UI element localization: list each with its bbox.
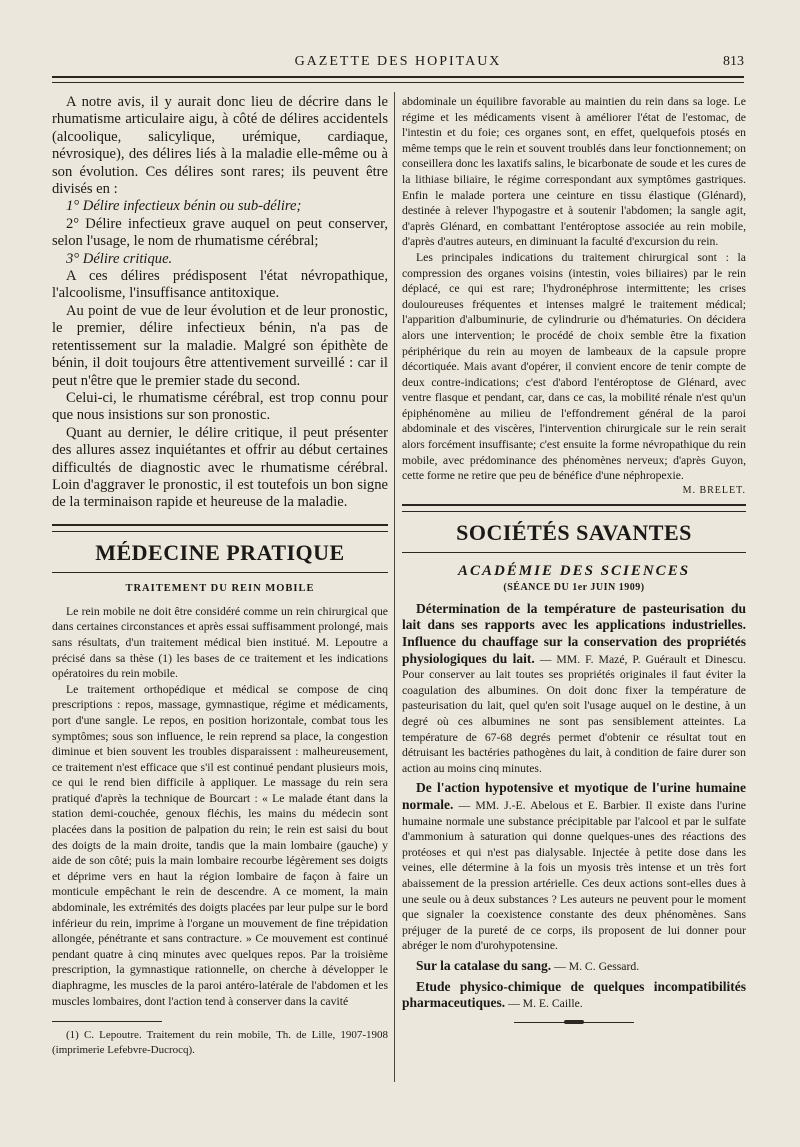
paragraph: Quant au dernier, le délire critique, il peut présenter des allures assez inquiétantes et offrir au début certaines difficultés de diagnostic avec le rhumatisme cérébral. Loin d'aggraver le pronostic, il est toutefois un bon signe de la terminaison rapide et heureuse de la maladie.	[52, 424, 388, 511]
report-body: — M. C. Gessard.	[551, 959, 640, 973]
list-item: 3° Délire critique.	[66, 250, 173, 267]
paragraph: Le rein mobile ne doit être considéré comme un rein chirurgical que dans certaines circonstances et après essai suffisamment prolongé, mais sans résultats, d'un traitement médical bien institué. M. Lepoutre a précisé dans sa thèse (1) les bases de ce traitement et les indications opératoires du rein mobile.	[52, 604, 388, 681]
article-subhead: TRAITEMENT DU REIN MOBILE	[125, 582, 315, 594]
paragraph: Au point de vue de leur évolution et de leur pronostic, le premier, délire infectieux bénin, n'a pas de retentissement sur la maladie. Malgré son épithète de bénin, il doit toujours être attentivement surveillé : car il peut n'être que le premier stade du second.	[52, 302, 388, 389]
report-title: De l'action hypotensive et myotique de l'urine humaine normale.	[402, 780, 746, 812]
column-separator	[394, 92, 395, 1082]
report-title: Etude physico-chimique de quelques incompatibilités pharmaceutiques.	[402, 978, 746, 1011]
report-item	[402, 979, 746, 1012]
thin-rule	[52, 572, 388, 573]
report-body: — MM. F. Mazé, P. Guérault et Dinescu. Pour conserver au lait toutes ses propriétés originales il faut éviter la coagulation des albumines. On doit donc fixer la température de pasteurisation du lait, quel qu'en soit l'usage auquel on le destine, à un degré où ces albumines ne sont pas sensiblement atteintes. La température de 67-68 degrés permet d'obtenir ce résultat tout en détruisant les bactéries pathogènes du lait, à condition de faire durer son action au moins cinq minutes.	[402, 652, 746, 775]
report-item	[402, 958, 746, 975]
academy-heading: ACADÉMIE DES SCIENCES	[457, 562, 691, 579]
paragraph: Les principales indications du traitement chirurgical sont : la compression des organes voisins (intestin, voies biliaires) par le rein déplacé, ce qui est rare; l'hydronéphrose intermittente; les crises douloureuses fréquentes et intenses malgré le traitement médical; l'apparition d'albuminurie, de cylindrurie ou d'hématuries. On décidera alors une intervention; le procédé de choix semble être la fixation périphérique du rein au moyen de lambeaux de la capsule propre décortiquée. Mais avant d'opérer, il convient encore de tenir compte de deux contre-indications; c'est d'abord l'entéroptose de Glénard, avec ventre flasque et pendant, car, dans ce cas, la mobilité rénale n'est qu'un épiphénomène au milieu de l'effondrement général de la paroi abdominale et des viscères, l'intervention chirurgicale sur le rein serait alors forcément insuffisante; c'est ensuite la forme névropathique du rein mobile, avec prédominance des phénomènes nerveux; d'après Guyon, cette forme ne retire que peu de bénéfice d'une néphropexie.	[402, 250, 746, 483]
footnote: (1) C. Lepoutre. Traitement du rein mobile, Th. de Lille, 1907-1908 (imprimerie Lefebvre-Ducrocq).	[52, 1029, 388, 1057]
section-rule	[52, 524, 388, 532]
right-column	[402, 94, 746, 1023]
author-signature: M. BRELET.	[682, 484, 746, 496]
page-number: 813	[723, 54, 744, 69]
left-column	[52, 94, 388, 1058]
paragraph: A notre avis, il y aurait donc lieu de décrire dans le rhumatisme articulaire aigu, à côté de délires accidentels (alcoolique, salicylique, urémique, cardiaque, névrosique), des délires liés à la maladie elle-même ou à son évolution. Ces délires sont rares; ils peuvent être divisés en :	[52, 94, 388, 198]
session-date: (SÉANCE DU 1er JUIN 1909)	[503, 581, 645, 593]
report-item	[402, 601, 746, 777]
report-title: Détermination de la température de pasteurisation du lait dans ses rapports avec les applications industrielles. Influence du chauffage sur la conservation des propriétés physiologiques du lait.	[402, 600, 746, 666]
section-title-medecine: MÉDECINE PRATIQUE	[95, 539, 345, 565]
section-title-societes: SOCIÉTÉS SAVANTES	[456, 519, 692, 545]
thin-rule	[402, 552, 746, 553]
list-item: 1° Délire infectieux bénin ou sub-délire;	[66, 198, 302, 215]
end-ornament	[514, 1022, 634, 1023]
report-body: — M. E. Caille.	[505, 997, 583, 1011]
paragraph: A ces délires prédisposent l'état névropathique, l'alcoolisme, l'insuffisance antitoxique.	[52, 268, 388, 302]
report-item	[402, 780, 746, 954]
paragraph: abdominale un équilibre favorable au maintien du rein dans sa loge. Le régime et les médicaments visent à améliorer l'état de l'estomac, de l'intestin et du foie; ces organes sont, en effet, quelquefois ptosés en même temps que le rein et souvent troublés dans leur fonctionnement; on conseillera donc les laxatifs salins, le bicarbonate de soude et les cures de la lithiase biliaire, le régime correspondant aux symptômes gastriques. Enfin le malade portera une ceinture en tissu élastique (Glénard), destinée à relever l'hypogastre et à soutenir l'abdomen; la sangle agit, d'après Glénard, en combattant l'entéroptose associée au rein mobile, d'après d'autres auteurs, en diminuant la faculté d'excursion du rein.	[402, 95, 746, 249]
header-rule	[52, 76, 744, 83]
report-body: — MM. J.-E. Abelous et E. Barbier. Il existe dans l'urine humaine normale une substance précipitable par l'alcool et par le sulfate d'ammonium à saturation qui donne quelques-unes des réactions des protéoses et qui n'est pas dialysable. Injectée à petite dose dans les veines, elle détermine à la fois un myosis très intense et un très fort abaissement de la pression artérielle. Ces deux actions sont-elles dues à une seule ou à deux substances ? Les auteurs ne peuvent pour le moment que signaler la coexistence constante des deux phénomènes. Sans préjuger de la pureté de ce corps, ils proposent de lui donner pour abréger le nom d'urohypotensine.	[402, 798, 746, 953]
journal-title: GAZETTE DES HOPITAUX	[294, 54, 502, 69]
section-rule	[402, 504, 746, 512]
paragraph: Le traitement orthopédique et médical se compose de cinq prescriptions : repos, massage, gymnastique, régime et médicaments, port d'une sangle. Le repos, en position horizontale, combat tous les symptômes; sous son influence, le rein reprend sa place, la congestion diminue et bien souvent les troubles disparaissent : malheureusement, ce traitement n'est efficace que s'il est continué pendant plusieurs mois, ce qui le rend bien difficile à appliquer. Le massage du rein sera pratiqué d'après la technique de Bourcart : « Le malade étant dans la station demi-couchée, genoux fléchis, les mains du médecin sont placées dans la position de palpation du rein; le rein est saisi du bout des doigts de la main droite, tandis que la main lombaire (gauche) y aide de son côté; puis la main lombaire recourbe légèrement ses doigts et déprime vers en haut la région lombaire de façon à faire un monticule empêchant le rein de descendre. A ce moment, la main abdominale, les extrémités des doigts placées par leur pulpe sur le bord inférieur du rein, imprime à l'organe un mouvement de fine trépidation allongée, pénétrante et sans contracture. » Ce mouvement est continué pendant quatre à cinq minutes avec quelques repos. Par la troisième prescription, la gymnastique rationnelle, on cherche à développer le diaphragme, les muscles de la paroi antéro-latérale de l'abdomen et les muscles lombaires, dont l'action tend à conserver dans la cavité	[52, 682, 388, 1008]
list-item: 2° Délire infectieux grave auquel on peut conserver, selon l'usage, le nom de rhumatisme cérébral;	[52, 215, 388, 250]
footnote-rule	[52, 1021, 162, 1022]
running-header	[52, 54, 744, 76]
paragraph: Celui-ci, le rhumatisme cérébral, est trop connu pour que nous insistions sur son pronostic.	[52, 389, 388, 424]
report-title: Sur la catalase du sang.	[416, 957, 552, 973]
